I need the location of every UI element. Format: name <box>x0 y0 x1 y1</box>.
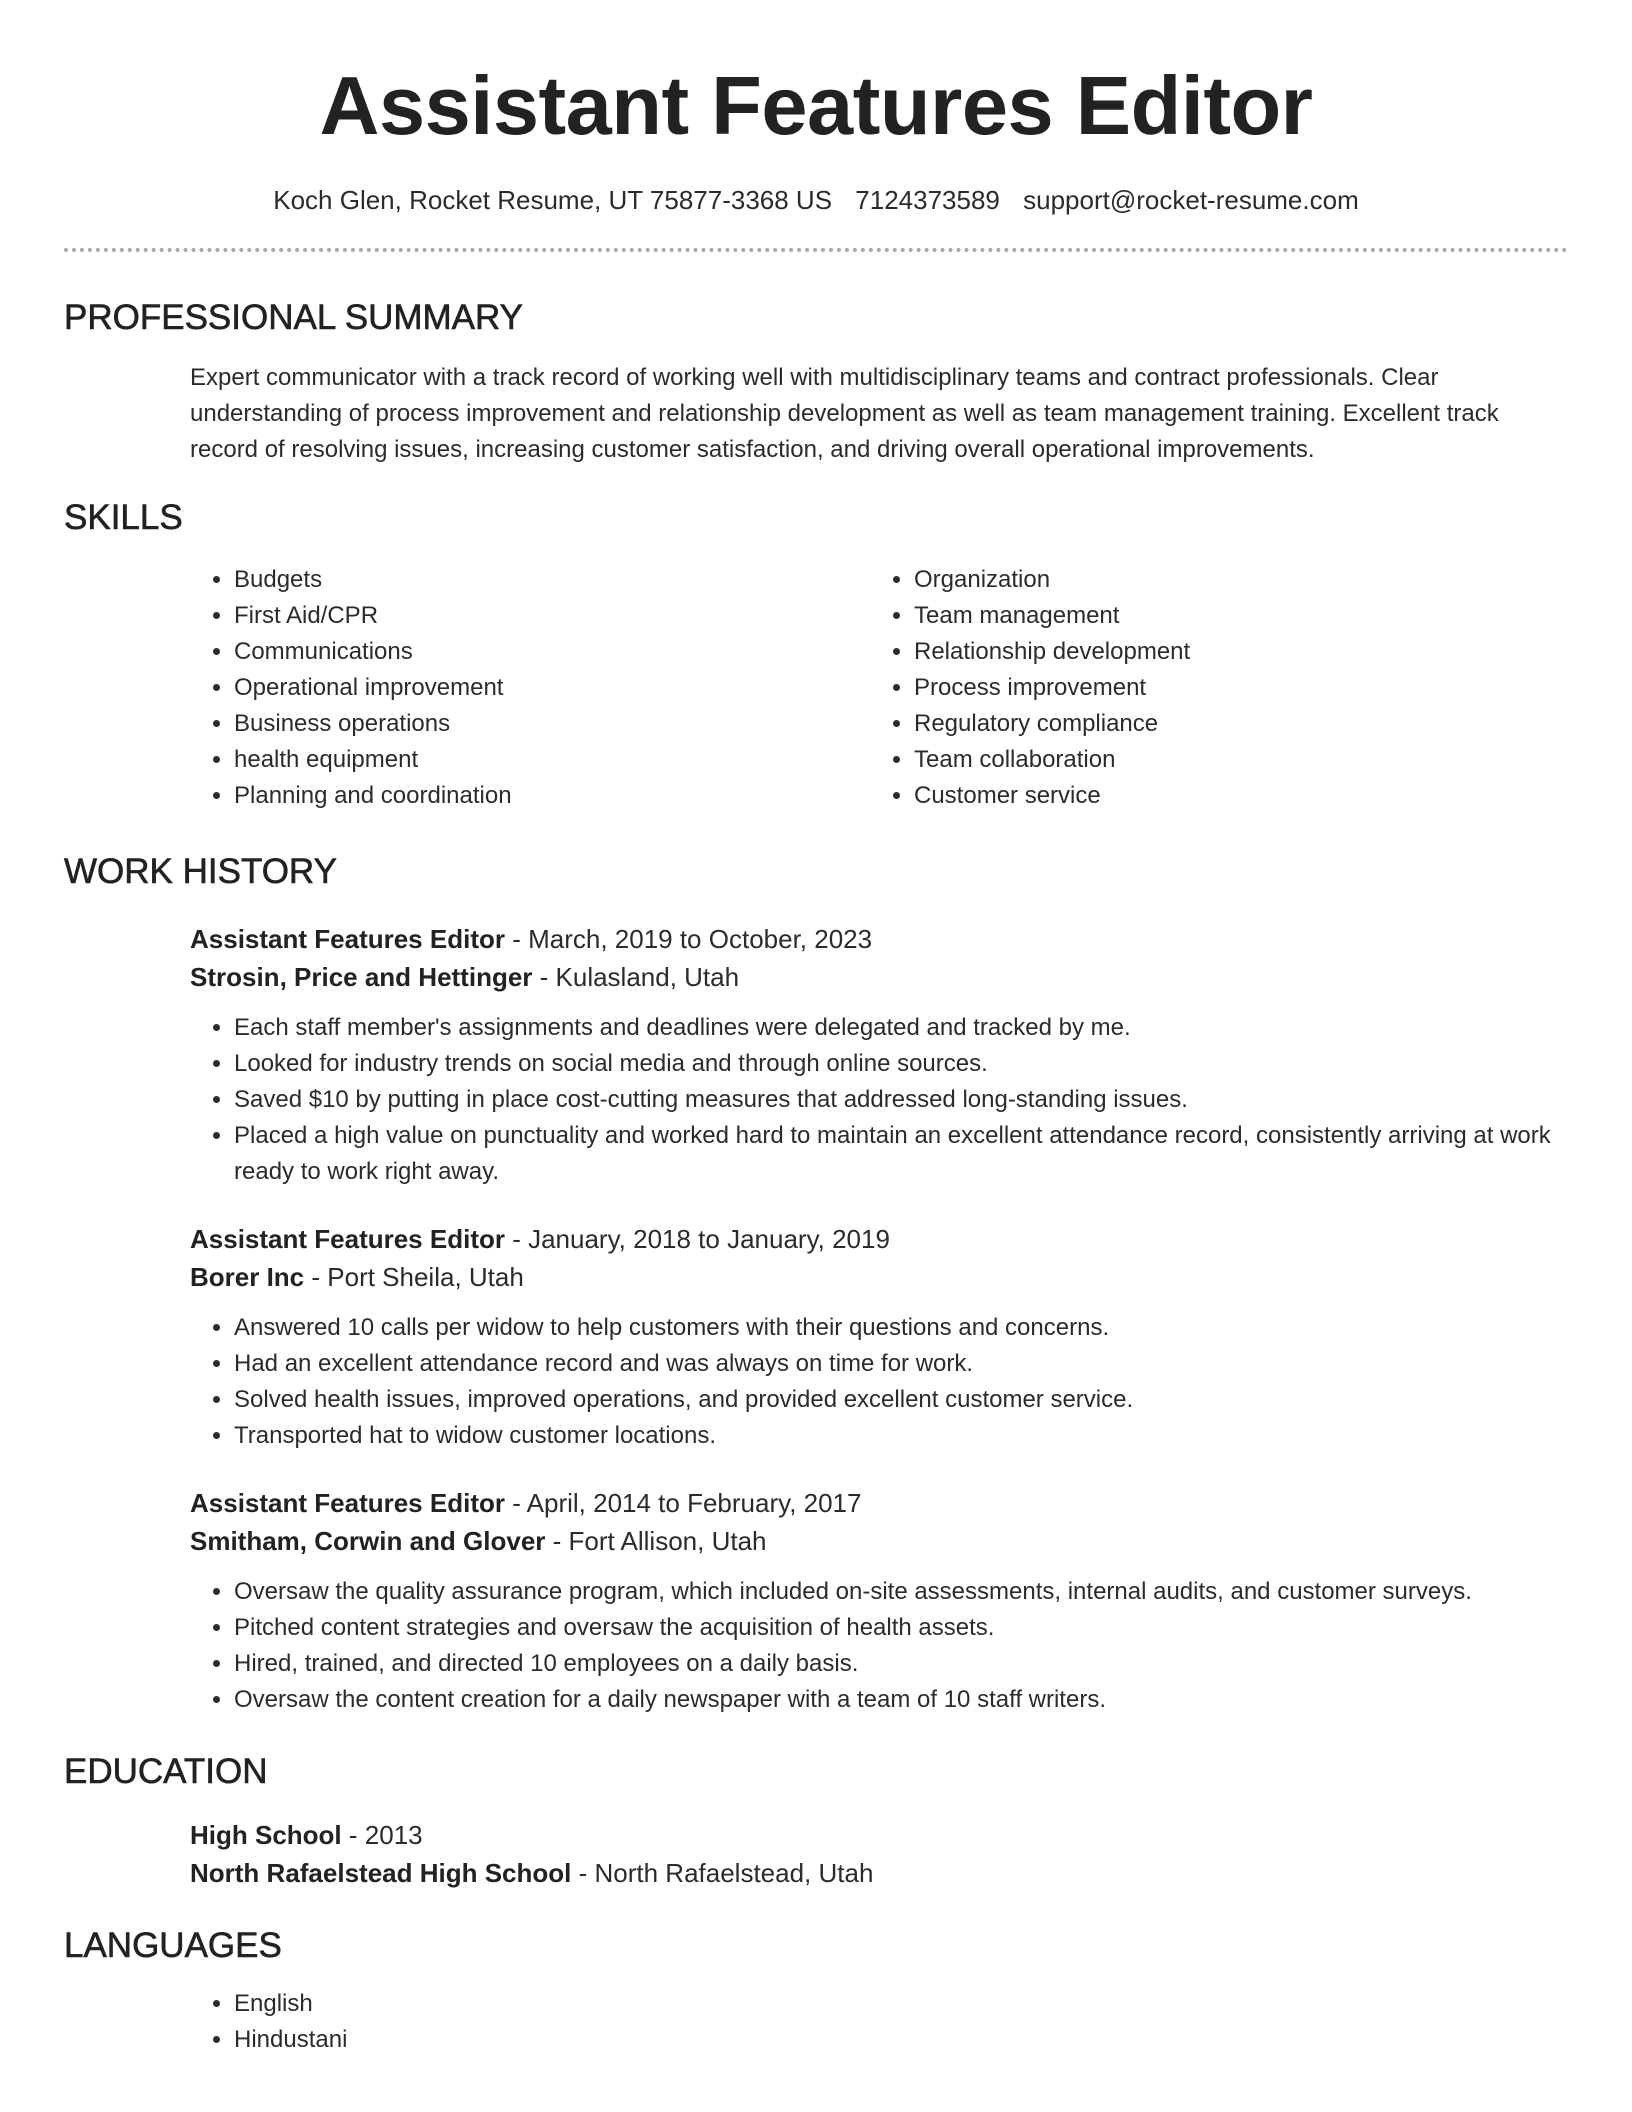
job-bullet: • Solved health issues, improved operations, and provided excellent customer service. <box>234 1382 1568 1418</box>
skill-item: • Budgets <box>234 562 870 598</box>
contact-address: Koch Glen, Rocket Resume, UT 75877-3368 US <box>273 185 833 215</box>
job-entry <box>190 1484 1568 1718</box>
job-dates: - April, 2014 to February, 2017 <box>504 1488 862 1518</box>
education-degree-line <box>190 1816 1568 1854</box>
job-location: - Fort Allison, Utah <box>545 1526 767 1556</box>
job-bullet: • Answered 10 calls per widow to help customers with their questions and concerns. <box>234 1310 1568 1346</box>
job-dates: - March, 2019 to October, 2023 <box>504 924 873 954</box>
contact-email: support@rocket-resume.com <box>1023 185 1359 215</box>
header-divider <box>64 248 1568 252</box>
section-title-education: EDUCATION <box>64 1752 268 1791</box>
skill-item: • Planning and coordination <box>234 778 870 814</box>
skill-item: • Organization <box>914 562 1474 598</box>
job-company: Smitham, Corwin and Glover <box>190 1526 546 1556</box>
contact-phone: 7124373589 <box>855 185 1000 215</box>
skills-column-right <box>870 562 1474 814</box>
job-company-line <box>190 1258 1568 1296</box>
summary-text: Expert communicator with a track record of working well with multidisciplinary teams and contract professionals. Clear understanding of process improvement and relationship development as well as team management training. Excellent track record of resolving issues, increasing customer satisfaction, and driving overall operational improvements. <box>190 364 1499 463</box>
job-location: - Kulasland, Utah <box>532 962 740 992</box>
education-degree: High School <box>190 1820 342 1850</box>
job-bullet: • Oversaw the content creation for a daily newspaper with a team of 10 staff writers. <box>234 1682 1568 1718</box>
job-company: Strosin, Price and Hettinger <box>190 962 533 992</box>
education-location: - North Rafaelstead, Utah <box>571 1858 874 1888</box>
education-entry <box>190 1816 1568 1892</box>
job-bullet: • Looked for industry trends on social media and through online sources. <box>234 1046 1568 1082</box>
job-entry <box>190 920 1568 1190</box>
skills-column-left <box>190 562 870 814</box>
job-role: Assistant Features Editor <box>190 1224 505 1254</box>
job-role: Assistant Features Editor <box>190 924 505 954</box>
job-company-line <box>190 958 1568 996</box>
skill-item: • Team collaboration <box>914 742 1474 778</box>
skill-item: • Relationship development <box>914 634 1474 670</box>
job-bullet: • Each staff member's assignments and deadlines were delegated and tracked by me. <box>234 1010 1568 1046</box>
language-item: • Hindustani <box>234 2022 1568 2058</box>
contact-line <box>64 184 1568 216</box>
skill-item: • Communications <box>234 634 870 670</box>
job-title-line <box>190 1484 1568 1522</box>
job-bullet: • Placed a high value on punctuality and worked hard to maintain an excellent attendance record, consistently arriving at work ready to work right away. <box>234 1118 1568 1190</box>
job-bullet: • Oversaw the quality assurance program, which included on-site assessments, internal audits, and customer surveys. <box>234 1574 1568 1610</box>
job-bullet: • Saved $10 by putting in place cost-cutting measures that addressed long-standing issues. <box>234 1082 1568 1118</box>
education-year: - 2013 <box>341 1820 423 1850</box>
job-dates: - January, 2018 to January, 2019 <box>504 1224 890 1254</box>
skill-item: • Process improvement <box>914 670 1474 706</box>
section-title-summary: PROFESSIONAL SUMMARY <box>64 298 523 337</box>
resume-name: Assistant Features Editor <box>319 59 1313 152</box>
languages-list <box>190 1986 1568 2058</box>
skill-item: • health equipment <box>234 742 870 778</box>
skill-item: • First Aid/CPR <box>234 598 870 634</box>
languages-bullets <box>190 1986 1568 2058</box>
section-title-languages: LANGUAGES <box>64 1926 282 1965</box>
language-item: • English <box>234 1986 1568 2022</box>
job-bullet: • Pitched content strategies and oversaw the acquisition of health assets. <box>234 1610 1568 1646</box>
skill-item: • Customer service <box>914 778 1474 814</box>
education-school-line <box>190 1854 1568 1892</box>
skill-item: • Operational improvement <box>234 670 870 706</box>
job-bullet: • Had an excellent attendance record and was always on time for work. <box>234 1346 1568 1382</box>
job-company: Borer Inc <box>190 1262 305 1292</box>
job-location: - Port Sheila, Utah <box>304 1262 524 1292</box>
skills-list <box>190 562 1568 814</box>
section-title-work-history: WORK HISTORY <box>64 852 337 891</box>
job-bullets <box>64 1010 1568 1190</box>
education-school: North Rafaelstead High School <box>190 1858 572 1888</box>
job-role: Assistant Features Editor <box>190 1488 505 1518</box>
job-bullet: • Hired, trained, and directed 10 employees on a daily basis. <box>234 1646 1568 1682</box>
job-company-line <box>190 1522 1568 1560</box>
section-title-skills: SKILLS <box>64 498 183 537</box>
job-title-line <box>190 920 1568 958</box>
job-title-line <box>190 1220 1568 1258</box>
job-entry <box>190 1220 1568 1454</box>
job-bullet: • Transported hat to widow customer locations. <box>234 1418 1568 1454</box>
skill-item: • Business operations <box>234 706 870 742</box>
skill-item: • Team management <box>914 598 1474 634</box>
job-bullets <box>64 1310 1568 1454</box>
job-bullets <box>64 1574 1568 1718</box>
skill-item: • Regulatory compliance <box>914 706 1474 742</box>
